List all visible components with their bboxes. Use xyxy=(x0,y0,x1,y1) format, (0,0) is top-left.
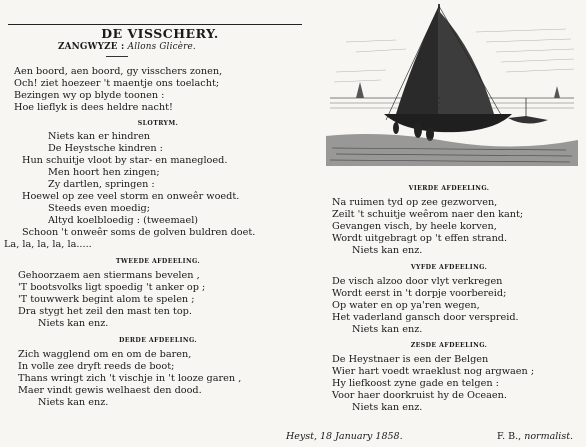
fishing-boat-illustration xyxy=(326,2,578,166)
verse-line: Wordt uitgebragt op 't effen strand. xyxy=(332,233,508,244)
verse-line: Zeilt 't schuitje weêrom naer den kant; xyxy=(332,209,524,220)
verse-line: Niets kan enz. xyxy=(352,324,423,335)
refrain-line: Men hoort hen zingen; xyxy=(48,167,160,178)
verse-line: Gehoorzaem aen stiermans bevelen , xyxy=(18,270,200,281)
verse-line: Niets kan enz. xyxy=(352,402,423,413)
verse-line: Hy liefkoost zyne gade en telgen : xyxy=(332,378,499,389)
refrain-heading: SLOTRYM. xyxy=(137,120,179,127)
title-divider xyxy=(106,56,128,57)
verse-line: Thans wringt zich 't vischje in 't looze garen , xyxy=(18,373,242,384)
refrain-line: Altyd koelbloedig : (tweemael) xyxy=(48,215,199,226)
tune-name: Allons Glicère. xyxy=(127,42,196,52)
verse-line: Voor haer doorkruist hy de Oceaen. xyxy=(332,390,507,401)
section-2-heading: TWEEDE AFDEELING. xyxy=(115,258,201,265)
tune-line xyxy=(58,42,196,52)
verse-line: De visch alzoo door vlyt verkregen xyxy=(332,276,503,287)
refrain-line: Hun schuitje vloot by star- en manegloed. xyxy=(22,155,228,166)
refrain-line: Hoewel op zee veel storm en onweêr woedt. xyxy=(22,191,240,202)
refrain-line: La, la, la, la, la..... xyxy=(4,239,92,250)
verse-line: Het vaderland gansch door verspreid. xyxy=(332,312,519,323)
verse-line: In volle zee dryft reeds de boot; xyxy=(18,361,175,372)
verse-line: Och! ziet hoezeer 't maentje ons toelacht; xyxy=(14,78,220,89)
verse-line: Niets kan enz. xyxy=(38,397,109,408)
tune-label: ZANGWYZE : xyxy=(58,42,125,52)
verse-line: Op water en op ya'ren wegen, xyxy=(332,300,480,311)
verse-line: 'T touwwerk begint alom te spelen ; xyxy=(18,294,195,305)
song-title: DE VISSCHERY. xyxy=(101,26,219,41)
author-signature xyxy=(497,431,573,442)
place-date: Heyst, 18 January 1858. xyxy=(286,431,403,442)
section-4-heading: VIERDE AFDEELING. xyxy=(408,185,490,192)
verse-line: Bezingen wy op blyde toonen : xyxy=(14,90,165,101)
verse-line: Wier hart voedt wraeklust nog argwaen ; xyxy=(332,366,535,377)
verse-line: Wordt eerst in 't dorpje voorbereid; xyxy=(332,288,507,299)
section-5-heading: VYFDE AFDEELING. xyxy=(410,264,488,271)
verse-line: Aen boord, aen boord, gy visschers zonen, xyxy=(14,66,223,77)
top-rule xyxy=(8,24,302,25)
refrain-line: Niets kan er hindren xyxy=(48,131,151,142)
author-role: normalist. xyxy=(524,431,574,442)
verse-line: Gevangen visch, by heele korven, xyxy=(332,221,497,232)
verse-line: De Heystnaer is een der Belgen xyxy=(332,354,489,365)
verse-line: Niets kan enz. xyxy=(38,318,109,329)
refrain-line: Zy dartlen, springen : xyxy=(48,179,155,190)
refrain-line: De Heystsche kindren : xyxy=(48,143,163,154)
verse-line: Na ruimen tyd op zee gezworven, xyxy=(332,197,498,208)
verse-line: Hoe lieflyk is dees heldre nacht! xyxy=(14,102,173,113)
verse-line: 'T bootsvolks ligt spoedig 't anker op ; xyxy=(18,282,206,293)
verse-line: Maer vindt gewis welhaest den dood. xyxy=(18,385,202,396)
verse-line: Zich wagglend om en om de baren, xyxy=(18,349,192,360)
author-initials: F. B., xyxy=(497,431,522,442)
verse-line: Niets kan enz. xyxy=(352,245,423,256)
refrain-line: Schoon 't onweêr soms de golven buldren doet. xyxy=(22,227,256,238)
section-3-heading: DERDE AFDEELING. xyxy=(119,337,197,344)
verse-line: Dra stygt het zeil den mast ten top. xyxy=(18,306,192,317)
section-6-heading: ZESDE AFDEELING. xyxy=(410,342,488,349)
refrain-line: Steeds even moedig; xyxy=(48,203,151,214)
